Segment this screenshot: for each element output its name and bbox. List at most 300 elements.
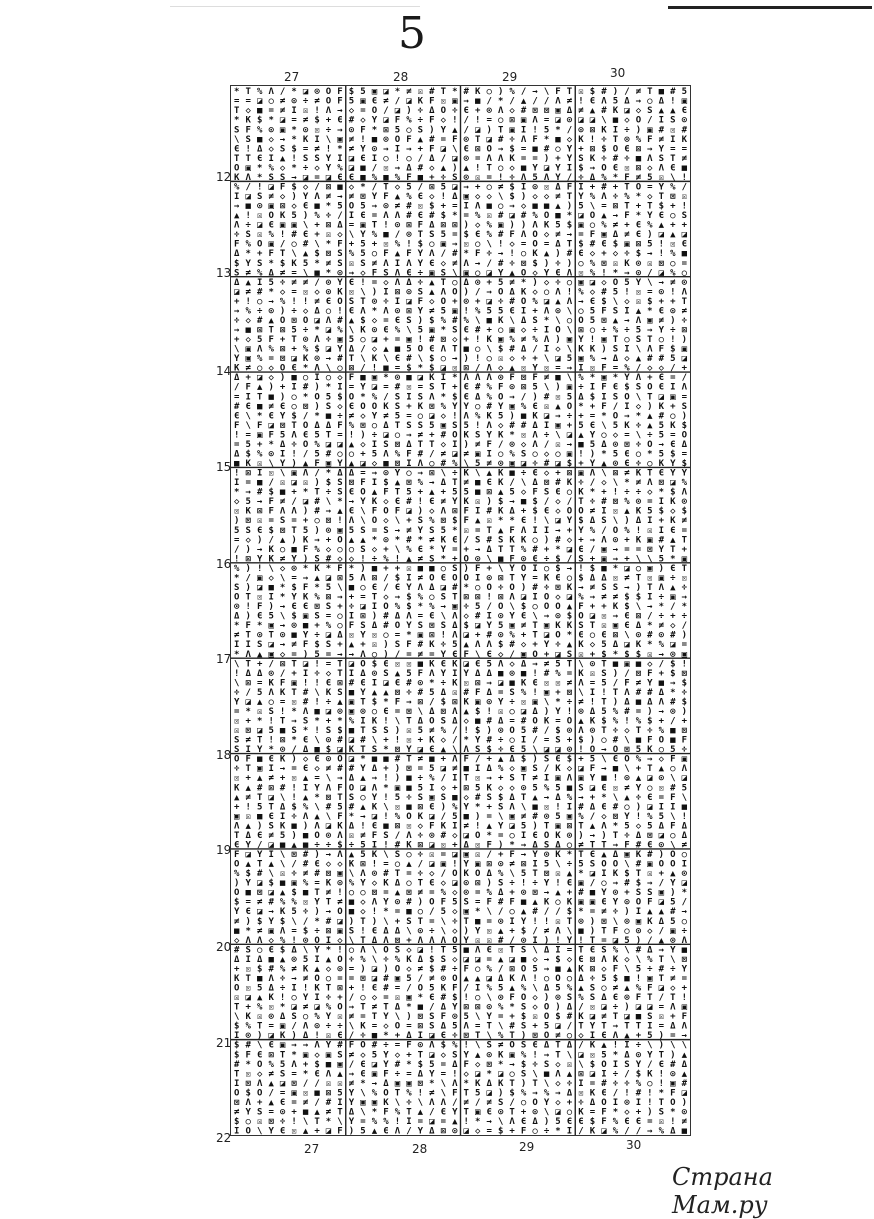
chart-cell-symbol: #	[474, 325, 481, 336]
chart-cell-symbol: $	[406, 592, 412, 603]
chart-cell-symbol: Є	[566, 878, 573, 889]
chart-cell-symbol: ○	[429, 592, 435, 603]
chart-cell-symbol: !	[245, 602, 251, 613]
chart-cell-symbol: ◇	[520, 487, 527, 498]
chart-cell-symbol: %	[486, 888, 492, 899]
chart-cell-symbol: +	[256, 1098, 263, 1108]
chart-cell-symbol: ÷	[589, 497, 596, 508]
chart-cell-symbol: =	[681, 258, 688, 269]
chart-cell-symbol: Є	[612, 163, 619, 174]
chart-cell-symbol: ■	[279, 840, 286, 851]
chart-cell-symbol: K	[578, 668, 584, 679]
chart-cell-symbol: ▣	[440, 859, 447, 870]
chart-cell-symbol: F	[302, 544, 309, 555]
chart-cell-symbol: *	[348, 563, 355, 574]
chart-cell-symbol: Y	[268, 916, 274, 927]
chart-cell-symbol: ≠	[463, 1098, 469, 1108]
chart-cell-symbol: +	[429, 430, 435, 441]
chart-cell-symbol: Δ	[348, 344, 355, 355]
chart-cell-symbol: +	[486, 563, 492, 574]
chart-cell-symbol: ☒	[555, 440, 561, 450]
chart-cell-symbol: /	[383, 583, 389, 593]
chart-cell-symbol: Λ	[429, 1040, 435, 1051]
chart-cell-symbol: ▲	[647, 420, 653, 431]
chart-cell-symbol: Λ	[452, 754, 458, 765]
chart-cell-symbol: 5	[463, 1012, 469, 1023]
chart-cell-symbol: Δ	[589, 516, 596, 527]
chart-cell-symbol: K	[612, 602, 619, 613]
chart-cell-symbol: *	[383, 697, 389, 708]
chart-cell-symbol: %	[233, 869, 240, 880]
chart-cell-symbol: 5	[394, 792, 401, 803]
chart-cell-symbol: ◇	[509, 783, 515, 794]
chart-cell-symbol: Є	[429, 993, 435, 1004]
chart-cell-symbol: ≠	[532, 773, 538, 784]
chart-cell-symbol: Δ	[497, 716, 504, 727]
chart-cell-symbol: !	[589, 697, 596, 708]
chart-cell-symbol: ◇	[589, 640, 596, 651]
chart-cell-symbol: ▣	[612, 621, 619, 632]
chart-cell-symbol: !	[566, 287, 573, 298]
chart-cell-symbol: \	[555, 859, 561, 870]
chart-cell-symbol: \	[486, 239, 492, 250]
chart-cell-symbol: *	[245, 926, 251, 937]
chart-cell-symbol: 5	[302, 258, 309, 269]
chart-cell-symbol: ⊠	[429, 468, 435, 479]
chart-cell-symbol: #	[555, 535, 561, 546]
chart-cell-symbol: ☒	[406, 735, 412, 746]
chart-cell-symbol: ▲	[497, 926, 504, 937]
chart-cell-symbol: #	[406, 497, 412, 508]
chart-cell-symbol: ◇	[463, 1069, 469, 1080]
chart-cell-symbol: ○	[406, 878, 412, 889]
chart-cell-symbol: *	[394, 535, 401, 546]
chart-cell-symbol: ⊠	[279, 325, 286, 336]
chart-cell-symbol: ÷	[291, 440, 297, 450]
chart-cell-symbol: F	[337, 239, 343, 250]
chart-cell-symbol: Y	[325, 153, 332, 164]
chart-cell-symbol: \	[291, 916, 297, 927]
chart-cell-symbol: ☒	[486, 516, 492, 527]
chart-cell-symbol: =	[314, 773, 320, 784]
chart-cell-symbol: F	[509, 525, 515, 536]
chart-cell-symbol: Y	[543, 268, 550, 279]
chart-cell-symbol: I	[371, 602, 378, 613]
row-label-19: 19	[216, 843, 232, 857]
chart-cell-symbol: ⊙	[314, 354, 320, 365]
chart-cell-symbol: =	[417, 611, 424, 622]
chart-cell-symbol: 5	[452, 945, 458, 956]
chart-cell-symbol: ⊙	[509, 440, 515, 450]
chart-cell-symbol: ○	[497, 115, 504, 126]
chart-cell-symbol: +	[233, 335, 240, 346]
chart-cell-symbol: =	[440, 1069, 447, 1080]
chart-cell-symbol: →	[325, 907, 332, 918]
chart-cell-symbol: ▲	[279, 888, 286, 899]
chart-cell-symbol: )	[532, 392, 538, 403]
chart-cell-symbol: 5	[463, 487, 469, 498]
chart-cell-symbol: ■	[474, 716, 481, 727]
chart-cell-symbol: !	[256, 182, 263, 193]
chart-cell-symbol: I	[566, 1126, 573, 1135]
chart-cell-symbol: \	[268, 563, 274, 574]
chart-cell-symbol: \	[635, 954, 642, 965]
chart-cell-symbol: +	[555, 687, 561, 698]
chart-cell-symbol: !	[601, 687, 607, 698]
chart-cell-symbol: ÷	[612, 192, 619, 202]
chart-cell-symbol: K	[360, 325, 366, 336]
chart-cell-symbol: ☒	[612, 506, 619, 517]
chart-cell-symbol: ⊠	[325, 220, 332, 231]
chart-cell-symbol: /	[520, 392, 527, 403]
chart-cell-symbol: Λ	[647, 344, 653, 355]
chart-cell-symbol: ◪	[291, 478, 297, 489]
chart-cell-symbol: Є	[486, 1107, 492, 1118]
chart-cell-symbol: ☒	[291, 773, 297, 784]
chart-cell-symbol: →	[348, 268, 355, 279]
chart-cell-symbol: ▲	[601, 459, 607, 469]
chart-cell-symbol: ▣	[360, 96, 366, 107]
chart-cell-symbol: Y	[348, 1117, 355, 1127]
chart-cell-symbol: ▲	[658, 106, 665, 117]
chart-cell-symbol: ⊠	[325, 869, 332, 880]
chart-cell-symbol: T	[279, 249, 286, 260]
chart-cell-symbol: $	[658, 506, 665, 517]
chart-cell-symbol: %	[394, 602, 401, 613]
chart-cell-symbol: K	[520, 287, 527, 298]
chart-cell-symbol: $	[325, 745, 332, 756]
chart-cell-symbol: %	[647, 811, 653, 822]
chart-cell-symbol: O	[543, 211, 550, 222]
chart-cell-symbol: )	[417, 316, 424, 326]
chart-cell-symbol: F	[245, 125, 251, 136]
chart-cell-symbol: ▣	[647, 316, 653, 326]
chart-cell-symbol: /	[624, 1126, 630, 1135]
chart-cell-symbol: ☒	[429, 850, 435, 860]
chart-cell-symbol: ◇	[348, 182, 355, 193]
chart-cell-symbol: ⊙	[452, 1012, 458, 1023]
chart-cell-symbol: ◪	[681, 1088, 688, 1099]
chart-cell-symbol: \	[532, 945, 538, 956]
chart-cell-symbol: *	[658, 487, 665, 498]
chart-cell-symbol: Є	[429, 878, 435, 889]
chart-cell-symbol: Λ	[371, 897, 378, 908]
chart-cell-symbol: F	[256, 420, 263, 431]
chart-cell-symbol: ◇	[440, 411, 447, 422]
chart-cell-symbol: Λ	[612, 1031, 619, 1042]
chart-cell-symbol: ▲	[337, 506, 343, 517]
chart-cell-symbol: Є	[474, 659, 481, 670]
chart-cell-symbol: \	[532, 983, 538, 994]
chart-cell-symbol: I	[383, 287, 389, 298]
chart-cell-symbol: Δ	[486, 1078, 492, 1089]
chart-cell-symbol: #	[509, 640, 515, 651]
chart-cell-symbol: ⊠	[360, 859, 366, 870]
chart-cell-symbol: ◪	[429, 1031, 435, 1042]
chart-cell-symbol: Є	[624, 459, 630, 469]
chart-cell-symbol: +	[429, 172, 435, 183]
chart-cell-symbol: ◪	[337, 440, 343, 450]
chart-cell-symbol: ◇	[440, 783, 447, 794]
chart-cell-symbol: +	[509, 926, 515, 937]
chart-cell-symbol: Y	[256, 554, 263, 565]
chart-cell-symbol: $	[681, 506, 688, 517]
chart-cell-symbol: ○	[325, 373, 332, 384]
chart-cell-symbol: T	[233, 1069, 240, 1080]
chart-cell-symbol: ▣	[520, 649, 527, 660]
chart-cell-symbol: ☒	[417, 201, 424, 212]
chart-cell-symbol: T	[681, 296, 688, 307]
chart-cell-symbol: ◪	[325, 1126, 332, 1135]
chart-cell-symbol: ⊠	[429, 401, 435, 412]
chart-cell-symbol: ○	[291, 401, 297, 412]
chart-cell-symbol: Y	[417, 525, 424, 536]
chart-cell-symbol: S	[314, 153, 320, 164]
chart-cell-symbol: %	[486, 230, 492, 241]
chart-cell-symbol: +	[314, 220, 320, 231]
chart-cell-symbol: $	[509, 1088, 515, 1099]
chart-cell-symbol: T	[314, 888, 320, 899]
chart-cell-symbol: ▣	[417, 630, 424, 641]
chart-cell-symbol: ▣	[509, 621, 515, 632]
chart-cell-symbol: ▣	[406, 1078, 412, 1089]
chart-cell-symbol: Є	[578, 249, 584, 260]
chart-cell-symbol: \	[233, 344, 240, 355]
chart-cell-symbol: I	[440, 373, 447, 384]
chart-cell-symbol: O	[612, 859, 619, 870]
chart-cell-symbol: /	[406, 1126, 412, 1135]
chart-cell-symbol: Λ	[624, 687, 630, 698]
chart-cell-symbol: I	[658, 802, 665, 813]
chart-cell-symbol: →	[279, 602, 286, 613]
chart-cell-symbol: S	[417, 287, 424, 298]
chart-cell-symbol: ◇	[360, 115, 366, 126]
chart-cell-symbol: ⊠	[647, 544, 653, 555]
chart-cell-symbol: !	[291, 449, 297, 460]
chart-cell-symbol: ○	[383, 630, 389, 641]
chart-cell-symbol: Δ	[383, 420, 389, 431]
chart-cell-symbol: O	[337, 754, 343, 765]
chart-cell-symbol: ◪	[509, 821, 515, 832]
chart-cell-symbol: Є	[601, 239, 607, 250]
chart-cell-symbol: ⊠	[440, 707, 447, 717]
chart-cell-symbol: ■	[509, 678, 515, 689]
chart-cell-symbol: →	[348, 1069, 355, 1080]
chart-cell-symbol: Є	[589, 850, 596, 860]
chart-cell-symbol: ■	[486, 201, 492, 212]
chart-cell-symbol: ☒	[417, 87, 424, 98]
chart-cell-symbol: K	[383, 401, 389, 412]
chart-cell-symbol: Λ	[291, 1059, 297, 1070]
chart-cell-symbol: ○	[406, 153, 412, 164]
chart-cell-symbol: *	[383, 907, 389, 918]
chart-cell-symbol: *	[555, 1126, 561, 1135]
chart-cell-symbol: \	[268, 869, 274, 880]
chart-cell-symbol: ☒	[325, 1031, 332, 1042]
chart-cell-symbol: #	[486, 506, 492, 517]
chart-cell-symbol: $	[371, 659, 378, 670]
chart-cell-symbol: ◪	[245, 850, 251, 860]
chart-cell-symbol: 5	[417, 726, 424, 736]
chart-cell-symbol: 5	[256, 983, 263, 994]
chart-cell-symbol: Y	[417, 249, 424, 260]
chart-cell-symbol: ■	[256, 811, 263, 822]
chart-cell-symbol: !	[474, 821, 481, 832]
chart-cell-symbol: +	[497, 773, 504, 784]
chart-cell-symbol: +	[417, 144, 424, 155]
chart-cell-symbol: +	[314, 1126, 320, 1135]
chart-cell-symbol: S	[497, 802, 504, 813]
chart-cell-symbol: \	[566, 373, 573, 384]
chart-cell-symbol: ☒	[497, 945, 504, 956]
chart-cell-symbol: %	[417, 478, 424, 489]
chart-cell-symbol: Y	[670, 945, 676, 956]
chart-cell-symbol: ▲	[394, 192, 401, 202]
chart-cell-symbol: =	[245, 478, 251, 489]
chart-cell-symbol: =	[233, 707, 240, 717]
chart-cell-symbol: ▣	[578, 878, 584, 889]
chart-cell-symbol: →	[497, 249, 504, 260]
chart-cell-symbol: Λ	[256, 935, 263, 946]
chart-cell-symbol: ◇	[601, 964, 607, 975]
chart-cell-symbol: %	[360, 954, 366, 965]
chart-cell-symbol: )	[555, 335, 561, 346]
chart-cell-symbol: O	[383, 945, 389, 956]
chart-cell-symbol: +	[601, 602, 607, 613]
chart-cell-symbol: ◇	[624, 296, 630, 307]
chart-cell-symbol: →	[578, 792, 584, 803]
chart-cell-symbol: /	[474, 363, 481, 374]
chart-cell-symbol: ■	[635, 697, 642, 708]
chart-cell-symbol: ○	[635, 449, 642, 460]
chart-cell-symbol: ◇	[325, 859, 332, 870]
chart-cell-symbol: ≠	[681, 306, 688, 317]
chart-cell-symbol: $	[233, 1021, 240, 1032]
chart-cell-symbol: ≠	[268, 1069, 274, 1080]
chart-cell-symbol: ◇	[383, 516, 389, 527]
chart-cell-symbol: F	[509, 230, 515, 241]
chart-cell-symbol: /	[670, 602, 676, 613]
chart-cell-symbol: $	[486, 745, 492, 756]
column-label-29-bottom: 29	[519, 1140, 535, 1154]
chart-cell-symbol: Y	[233, 907, 240, 918]
row-label-18: 18	[216, 748, 232, 762]
chart-cell-symbol: O	[314, 830, 320, 841]
chart-cell-symbol: ☒	[681, 192, 688, 202]
chart-cell-symbol: ■	[291, 373, 297, 384]
chart-cell-symbol: ▣	[463, 850, 469, 860]
chart-cell-symbol: ≠	[417, 754, 424, 765]
chart-cell-symbol: 5	[670, 916, 676, 927]
chart-cell-symbol: Δ	[291, 945, 297, 956]
chart-cell-symbol: ☒	[233, 773, 240, 784]
chart-cell-symbol: K	[589, 153, 596, 164]
chart-cell-symbol: ◪	[383, 87, 389, 98]
chart-cell-symbol: =	[589, 1107, 596, 1118]
chart-cell-symbol: S	[394, 401, 401, 412]
chart-cell-symbol: ○	[555, 449, 561, 460]
chart-cell-symbol: ▲	[474, 516, 481, 527]
chart-cell-symbol: →	[555, 1088, 561, 1099]
chart-cell-symbol: =	[291, 1098, 297, 1108]
chart-cell-symbol: ◪	[452, 153, 458, 164]
chart-cell-symbol: O	[543, 1012, 550, 1023]
chart-cell-symbol: Λ	[486, 640, 492, 651]
chart-cell-symbol: #	[486, 630, 492, 641]
chart-cell-symbol: Є	[601, 897, 607, 908]
chart-cell-symbol: ≠	[348, 144, 355, 155]
chart-cell-symbol: %	[268, 163, 274, 174]
chart-cell-symbol: I	[314, 993, 320, 1004]
chart-cell-symbol: S	[337, 1050, 343, 1061]
chart-cell-symbol: ○	[658, 745, 665, 756]
chart-cell-symbol: ☒	[256, 1012, 263, 1023]
chart-cell-symbol: K	[233, 783, 240, 794]
chart-cell-symbol: ■	[383, 754, 389, 765]
chart-cell-symbol: ⊠	[474, 1002, 481, 1013]
chart-cell-symbol: F	[279, 678, 286, 689]
chart-cell-symbol: →	[371, 1078, 378, 1089]
chart-cell-symbol: →	[394, 592, 401, 603]
chart-cell-symbol: ▲	[509, 268, 515, 279]
chart-cell-symbol: ◇	[233, 497, 240, 508]
chart-cell-symbol: ○	[394, 859, 401, 870]
chart-cell-symbol: ÷	[325, 335, 332, 346]
chart-cell-symbol: \	[543, 382, 550, 393]
chart-cell-symbol: S	[578, 153, 584, 164]
chart-cell-symbol: ■	[635, 659, 642, 670]
chart-cell-symbol: ≠	[302, 869, 309, 880]
chart-cell-symbol: =	[486, 811, 492, 822]
chart-cell-symbol: Λ	[647, 478, 653, 489]
chart-cell-symbol: 5	[509, 487, 515, 498]
chart-cell-symbol: *	[601, 449, 607, 460]
chart-cell-symbol: K	[635, 535, 642, 546]
chart-cell-symbol: F	[670, 792, 676, 803]
chart-cell-symbol: ◪	[256, 907, 263, 918]
chart-cell-symbol: %	[474, 411, 481, 422]
chart-cell-symbol: ≠	[302, 115, 309, 126]
chart-cell-symbol: )	[452, 163, 458, 174]
chart-cell-symbol: ◪	[371, 964, 378, 975]
chart-cell-symbol: +	[383, 764, 389, 775]
chart-cell-symbol: ⊙	[520, 783, 527, 794]
chart-cell-symbol: /	[394, 649, 401, 660]
chart-cell-symbol: /	[429, 449, 435, 460]
chart-cell-symbol: )	[543, 993, 550, 1004]
chart-cell-symbol: ≠	[635, 172, 642, 183]
chart-cell-symbol: K	[543, 220, 550, 231]
chart-cell-symbol: \	[268, 459, 274, 469]
chart-cell-symbol: F	[635, 993, 642, 1004]
chart-cell-symbol: !	[302, 296, 309, 307]
chart-cell-symbol: ○	[647, 1078, 653, 1089]
chart-cell-symbol: $	[256, 916, 263, 927]
chart-cell-symbol: *	[325, 201, 332, 212]
chart-cell-symbol: ◪	[486, 974, 492, 984]
chart-cell-symbol: ≠	[302, 277, 309, 288]
chart-cell-symbol: /	[624, 87, 630, 98]
chart-cell-symbol: =	[486, 954, 492, 965]
chart-cell-symbol: I	[233, 478, 240, 489]
chart-cell-symbol: ○	[337, 544, 343, 555]
chart-cell-symbol: →	[452, 354, 458, 365]
chart-cell-symbol: Δ	[681, 1059, 688, 1070]
chart-cell-symbol: Δ	[612, 850, 619, 860]
chart-cell-symbol: I	[532, 935, 538, 946]
chart-cell-symbol: ≠	[578, 106, 584, 117]
chart-cell-symbol: ⊙	[612, 535, 619, 546]
